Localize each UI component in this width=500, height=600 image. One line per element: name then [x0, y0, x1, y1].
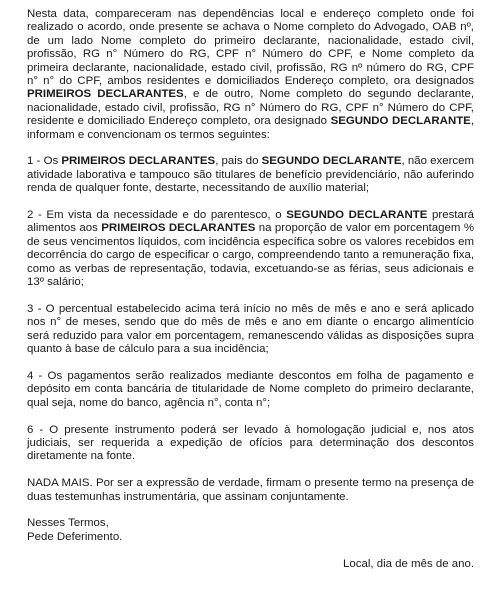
clause-paragraph	[27, 424, 474, 464]
party-designation: SEGUNDO DECLARANTE	[261, 155, 402, 168]
party-designation: SEGUNDO DECLARANTE	[286, 209, 428, 222]
text-segment: , pais do	[215, 155, 262, 168]
text-segment: , e de outro, Nome completo do segundo declarante, nacionalidade, estado civil, profissão, RG n° Número do RG, CPF n° Número do CPF, residente e domiciliado Endereço completo, ora designado	[27, 88, 475, 128]
closing-block	[27, 517, 474, 544]
party-designation: PRIMEIROS DECLARANTES	[61, 155, 216, 168]
text-segment: NADA MAIS. Por ser a expressão de verdade, firmam o presente termo na presença de duas testemunhas instrumentária, que assinam conjuntamente.	[27, 477, 474, 503]
place-date-line: Local, dia de mês de ano.	[343, 557, 474, 570]
text-segment: prestará alimentos aos	[27, 209, 475, 235]
party-designation: PRIMEIROS DECLARANTES	[27, 88, 184, 101]
text-segment: 6 - O presente instrumento poderá ser levado à homologação judicial e, nos atos judiciais, ser requerida a expedição de ofícios para determinação dos descontos diretamente na fonte.	[27, 423, 474, 463]
clause-paragraph	[27, 477, 474, 504]
document-body	[27, 8, 474, 504]
closing-line-terms: Nesses Termos,	[27, 517, 109, 530]
closing-line-request: Pede Deferimento.	[27, 530, 123, 543]
text-segment: na proporção de valor em porcentagem % de seus vencimentos líquidos, com incidência específica sobre os valores recebidos em decorrência do cargo de especificar o cargo, compreendendo tanto a remuneração fixa, como as verbas de representação, todavia, excetuando-se as férias, seus adicionais e 13º salário;	[27, 222, 474, 289]
clause-paragraph	[27, 303, 474, 357]
text-segment: 4 - Os pagamentos serão realizados mediante descontos em folha de pagamento e depósito em conta bancária de titularidade de Nome completo do primeiro declarante, qual seja, nome do banco, agência n°, conta n°;	[27, 369, 474, 409]
text-segment: , não exercem atividade laborativa e tampouco são titulares de benefício previdenciário, não auferindo renda de qualquer fonte, destarte, necessitando de auxílio material;	[27, 155, 475, 195]
intro-paragraph	[27, 8, 474, 142]
clause-paragraph	[27, 370, 474, 410]
text-segment: 3 - O percentual estabelecido acima terá início no mês de mês e ano e será aplicado nos n° de meses, sendo que do mês de mês e ano em diante o encargo alimentício será reduzido para valor em porcentagem, remanescendo válidas as disposições supra quanto à base de cálculo para a sua incidência;	[27, 302, 474, 356]
text-segment: 2 - Em vista da necessidade e do parentesco, o	[27, 209, 287, 222]
text-segment: , informam e convencionam os termos seguintes:	[27, 115, 475, 141]
party-designation: SEGUNDO DECLARANTE	[330, 115, 471, 128]
clause-paragraph	[27, 209, 474, 289]
text-segment: 1 - Os	[27, 155, 62, 168]
text-segment: Nesta data, compareceram nas dependências local e endereço completo onde foi realizado o acordo, onde presente se achava o Nome completo do Advogado, OAB nº, de um lado Nome completo do primeiro declarante, nacionalidade, estado civil, profissão, RG n° Número do RG, CPF n° Número do CPF, e Nome completo da primeira declarante, nacionalidade, estado civil, profissão, RG nº número do RG, CPF n° n° do CPF, ambos residentes e domiciliados Endereço completo, ora designados	[27, 8, 474, 88]
clause-paragraph	[27, 155, 474, 195]
party-designation: PRIMEIROS DECLARANTES	[101, 222, 256, 235]
